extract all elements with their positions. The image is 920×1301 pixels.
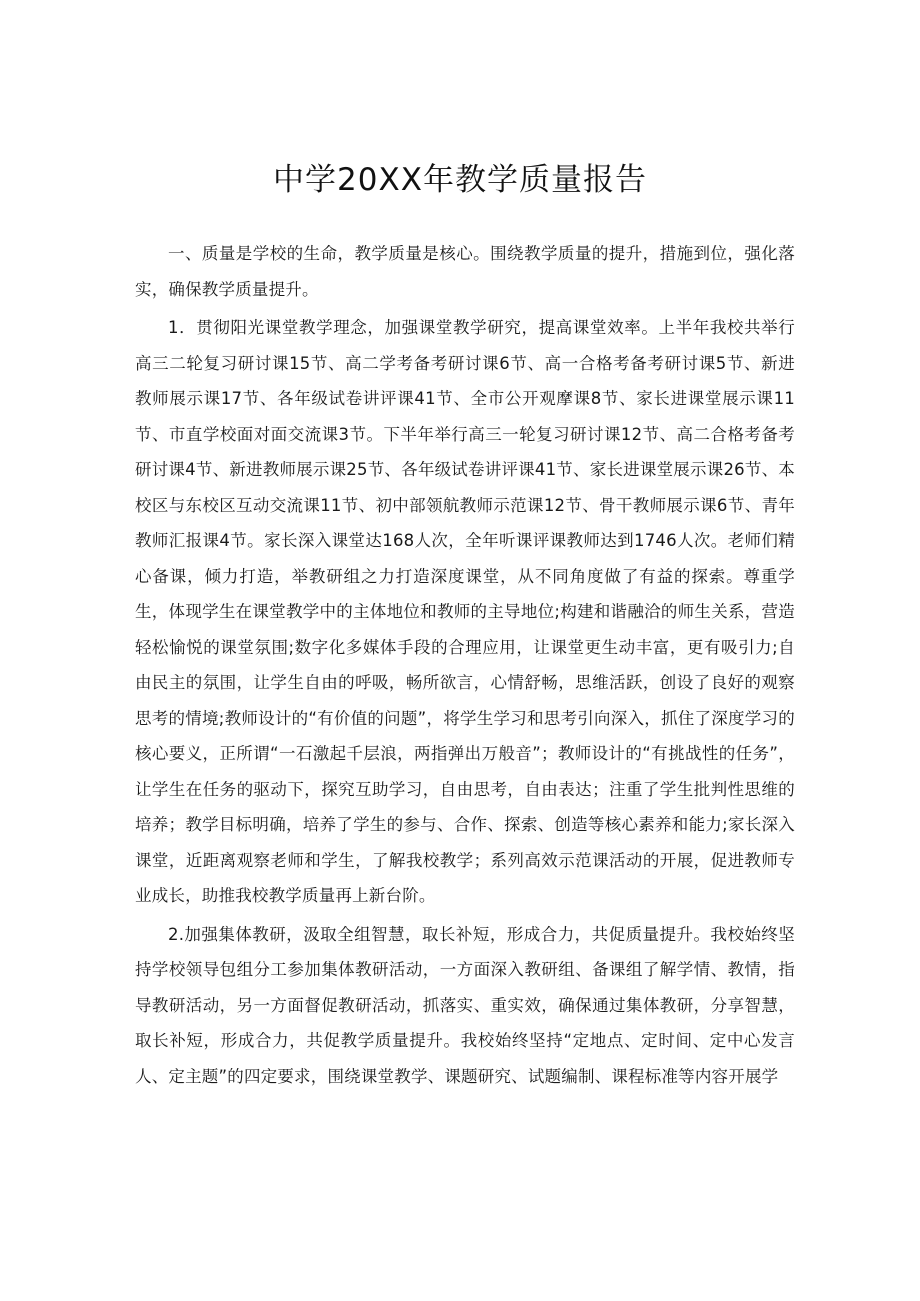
paragraph-intro: 一、质量是学校的生命，教学质量是核心。围绕教学质量的提升，措施到位，强化落实，确保教学质量提升。 — [135, 244, 795, 299]
paragraph-section-2: 2.加强集体教研，汲取全组智慧，取长补短，形成合力，共促质量提升。我校始终坚持学校领导包组分工参加集体教研活动，一方面深入教研组、备课组了解学情、教情，指导教研活动，另一方面督促教研活动，抓落实、重实效，确保通过集体教研，分享智慧，取长补短，形成合力，共促教学质量提升。我校始终坚持“定地点、定时间、定中心发言人、定主题”的四定要求，围绕课堂教学、课题研究、试题编制、课程标准等内容开展学 — [135, 924, 795, 1086]
document-body — [135, 236, 795, 1094]
document-title: 中学20XX年教学质量报告 — [273, 162, 647, 198]
paragraph-section-1: 1．贯彻阳光课堂教学理念，加强课堂教学研究，提高课堂效率。上半年我校共举行高三二轮复习研讨课15节、高二学考备考研讨课6节、高一合格考备考研讨课5节、新进教师展示课17节、各年级试卷讲评课41节、全市公开观摩课8节、家长进课堂展示课11节、市直学校面对面交流课3节。下半年举行高三一轮复习研讨课12节、高二合格考备考研讨课4节、新进教师展示课25节、各年级试卷讲评课41节、家长进课堂展示课26节、本校区与东校区互动交流课11节、初中部领航教师示范课12节、骨干教师展示课6节、青年教师汇报课4节。家长深入课堂达168人次，全年听课评课教师达到1746人次。老师们精心备课，倾力打造，举教研组之力打造深度课堂，从不同角度做了有益的探索。尊重学生，体现学生在课堂教学中的主体地位和教师的主导地位;构建和谐融洽的师生关系，营造轻松愉悦的课堂氛围;数字化多媒体手段的合理应用，让课堂更生动丰富，更有吸引力;自由民主的氛围，让学生自由的呼吸，畅所欲言，心情舒畅，思维活跃，创设了良好的观察思考的情境;教师设计的“有价值的问题”，将学生学习和思考引向深入，抓住了深度学习的核心要义，正所谓“一石激起千层浪，两指弹出万般音”；教师设计的“有挑战性的任务”，让学生在任务的驱动下，探究互助学习，自由思考，自由表达；注重了学生批判性思维的培养；教学目标明确，培养了学生的参与、合作、探索、创造等核心素养和能力;家长深入课堂，近距离观察老师和学生，了解我校教学；系列高效示范课活动的开展，促进教师专业成长，助推我校教学质量再上新台阶。 — [135, 318, 795, 905]
